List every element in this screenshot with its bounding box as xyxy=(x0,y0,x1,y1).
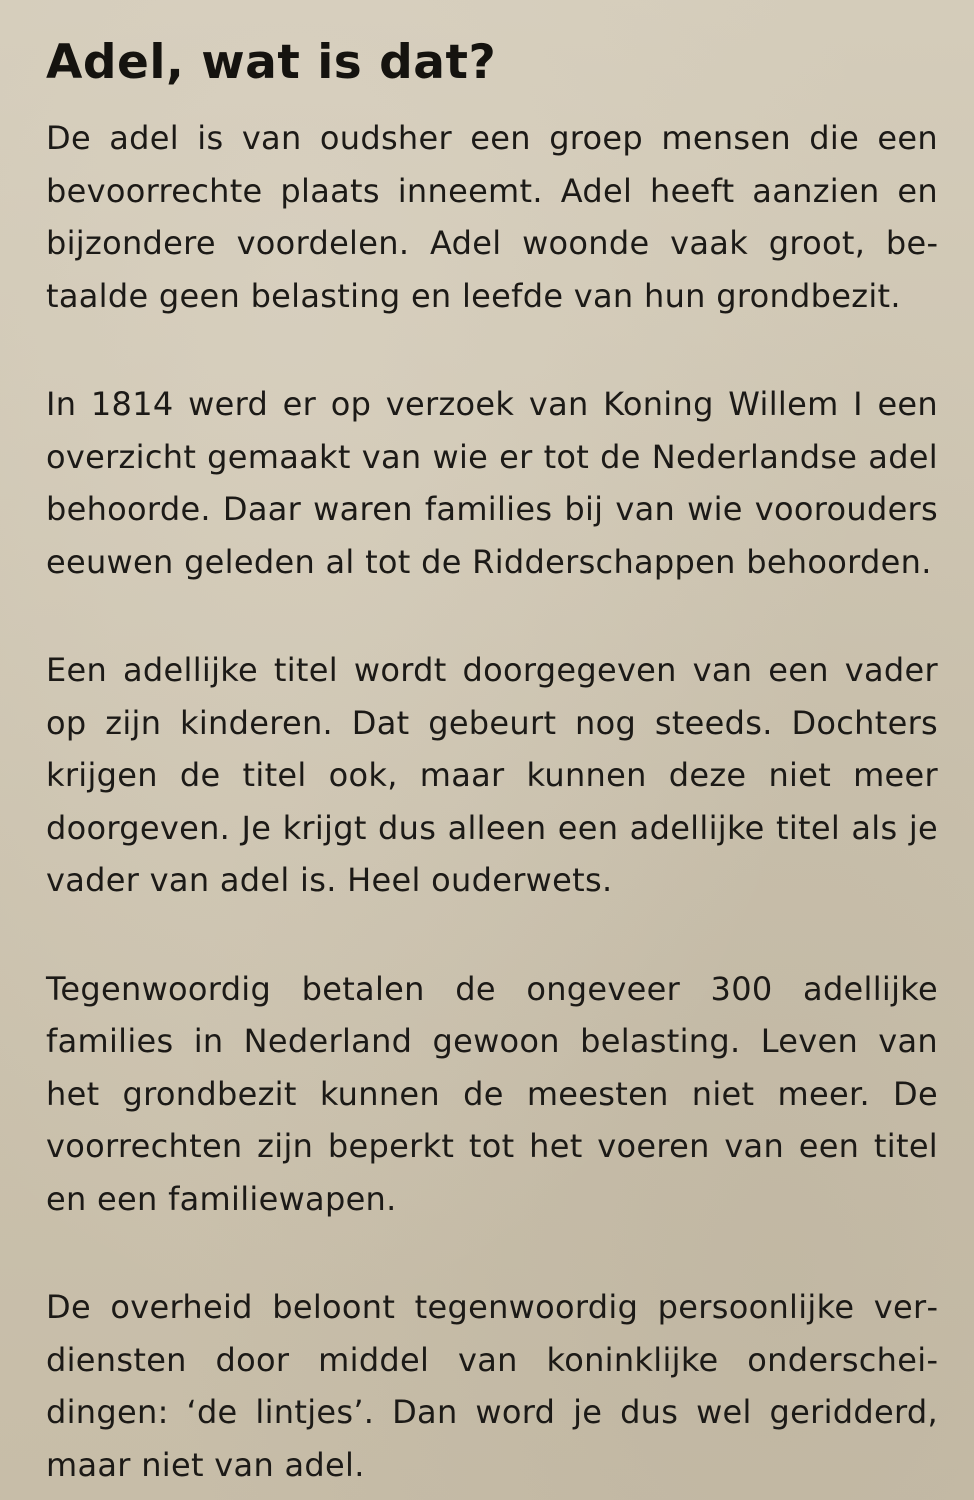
paragraph-definition: De adel is van oudsher een groep mensen die een bevoorrechte plaats inneemt. Adel heeft aanzien en bijzondere voordelen. Adel woonde vaak groot, betaalde geen belasting en leefde van hun grondbezit. xyxy=(46,119,938,315)
paragraph-title-inheritance: Een adellijke titel wordt doorgegeven van een vader op zijn kinderen. Dat gebeurt nog steeds. Dochters krijgen de titel ook, maar kunnen deze niet meer doorgeven. Je krijgt dus alleen een adellijke titel als je vader van adel is. Heel ouderwets. xyxy=(46,651,938,899)
paragraph-history-1814: In 1814 werd er op verzoek van Koning Willem I een overzicht gemaakt van wie er tot de Nederlandse adel behoorde. Daar waren families bij van wie voorouders eeuwen geleden al tot de Ridderschappen behoorden. xyxy=(46,385,938,581)
paragraph-honours: De overheid beloont tegenwoordig persoonlijke verdiensten door middel van koninklijke onderscheidingen: ‘de lintjes’. Dan word je dus wel geridderd, maar niet van adel. xyxy=(46,1288,938,1484)
panel-heading: Adel, wat is dat? xyxy=(46,35,497,90)
paragraph-present-day: Tegenwoordig betalen de ongeveer 300 adellijke families in Nederland gewoon belasting. Leven van het grondbezit kunnen de meesten niet meer. De voorrechten zijn beperkt tot het voeren van een titel en een familiewapen. xyxy=(46,969,938,1218)
